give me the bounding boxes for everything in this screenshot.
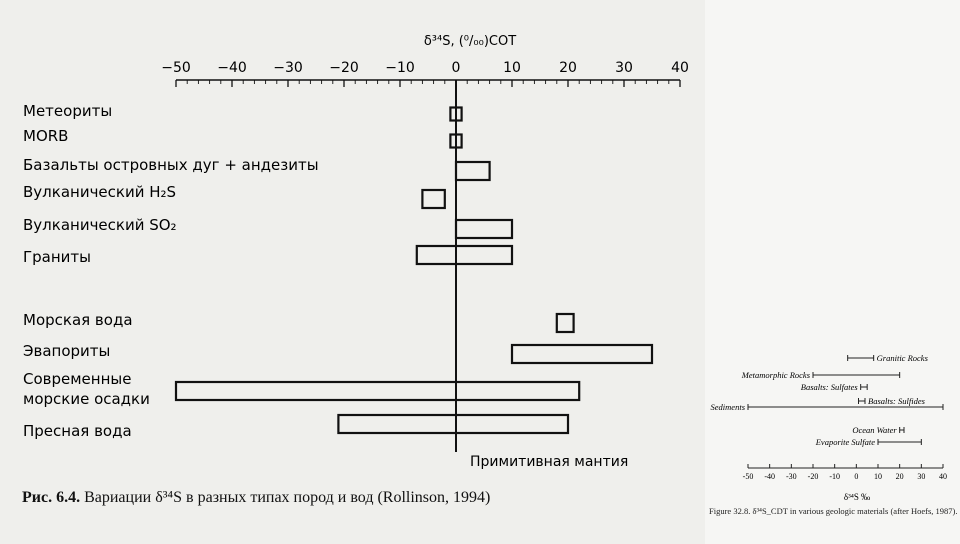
tick-label: -40 <box>764 472 776 481</box>
tick-label: −20 <box>329 60 359 76</box>
tick-label: 40 <box>671 60 689 76</box>
tick-label: −50 <box>161 60 191 76</box>
row-label: Granitic Rocks <box>876 353 928 363</box>
range-bars <box>711 353 943 447</box>
range-bar-пресная-вода <box>338 415 568 433</box>
row-label: Вулканический H₂S <box>23 183 177 201</box>
sulfur-isotope-chart-en <box>700 340 960 505</box>
tick-label: −40 <box>217 60 247 76</box>
range-bar-современные-морские-осадки <box>176 382 579 400</box>
row-label: Sediments <box>710 402 745 412</box>
range-bar-эвапориты <box>512 345 652 363</box>
tick-label: -20 <box>807 472 819 481</box>
row-label: Граниты <box>23 248 91 266</box>
tick-label: -50 <box>742 472 754 481</box>
tick-label: 20 <box>559 60 577 76</box>
tick-label: -30 <box>785 472 797 481</box>
row-labels <box>23 102 319 440</box>
row-label: Морская вода <box>23 311 133 329</box>
row-label: Basalts: Sulfides <box>868 396 925 406</box>
row-label: Эвапориты <box>23 342 111 360</box>
tick-label: 30 <box>917 472 926 481</box>
row-label: MORB <box>23 127 69 145</box>
figure-caption-en: Figure 32.8. δ³⁴S_CDT in various geologic materials (after Hoefs, 1987). <box>709 506 958 516</box>
x-axis <box>161 60 689 452</box>
row-label: Современные морские осадки <box>23 370 150 408</box>
row-label: Ocean Water <box>852 425 897 435</box>
row-label: Evaporite Sulfate <box>815 437 875 447</box>
tick-label: 20 <box>895 472 904 481</box>
baseline-label: Примитивная мантия <box>470 454 629 470</box>
range-bar-морская-вода <box>557 314 574 332</box>
tick-label: 10 <box>874 472 882 481</box>
tick-label: 10 <box>503 60 521 76</box>
tick-label: −30 <box>273 60 303 76</box>
range-bar-вулканический-so <box>456 220 512 238</box>
range-bar-базальты-островных-дуг-андезиты <box>456 162 490 180</box>
range-bar-граниты <box>417 246 512 264</box>
row-label: Метеориты <box>23 102 113 120</box>
row-label: Пресная вода <box>23 422 132 440</box>
range-bar-вулканический-h-s <box>422 190 444 208</box>
row-label: Базальты островных дуг + андезиты <box>23 156 319 174</box>
tick-label: 0 <box>854 472 859 481</box>
x-axis <box>743 464 947 481</box>
caption-label: Рис. 6.4. <box>22 489 81 506</box>
row-label: Вулканический SO₂ <box>23 216 177 234</box>
tick-label: −10 <box>385 60 415 76</box>
tick-label: 0 <box>451 60 461 76</box>
tick-label: 30 <box>615 60 633 76</box>
row-label: Metamorphic Rocks <box>741 370 810 380</box>
figure-caption <box>22 489 642 507</box>
tick-label: -10 <box>829 472 841 481</box>
tick-label: 40 <box>939 472 947 481</box>
row-label: Basalts: Sulfates <box>800 382 858 392</box>
axis-title: δ³⁴S, (⁰/₀₀)СОТ <box>423 34 517 49</box>
axis-title: δ³⁴S ‰ <box>843 492 871 502</box>
caption-text: Вариации δ³⁴S в разных типах пород и вод (Rollinson, 1994) <box>84 489 491 506</box>
